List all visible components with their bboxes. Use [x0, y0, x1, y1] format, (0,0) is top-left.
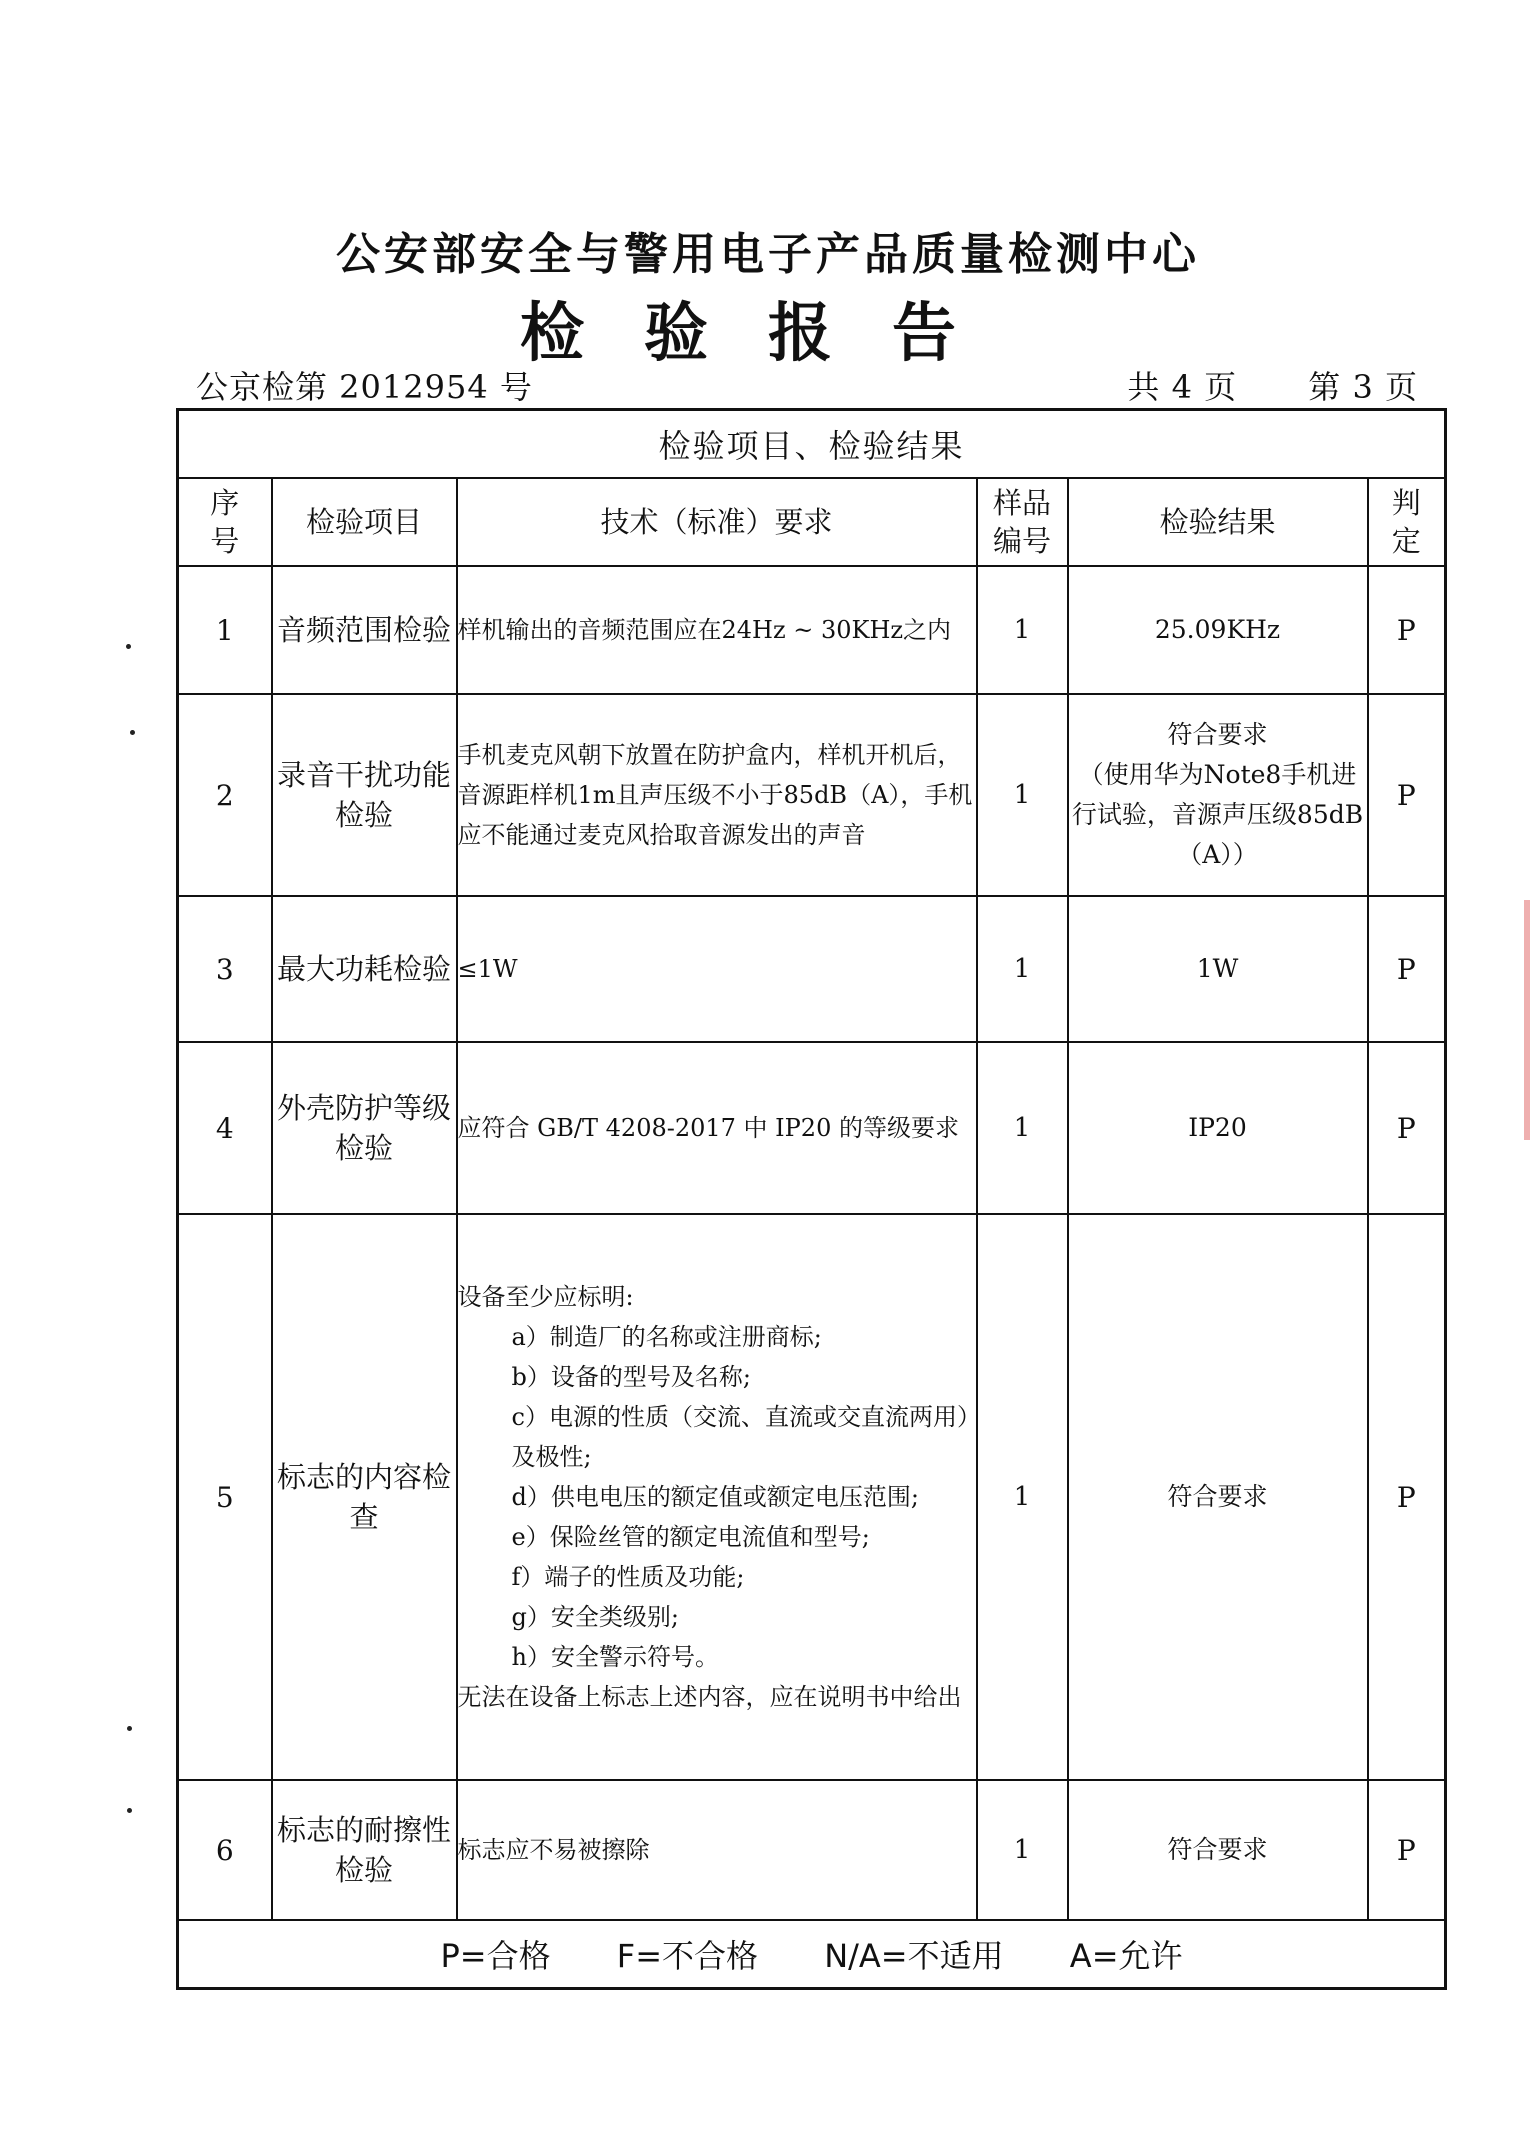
requirement-item: c）电源的性质（交流、直流或交直流两用）及极性; [511, 1403, 969, 1471]
table-row [178, 896, 1446, 1042]
page-total: 共 4 页 [1127, 368, 1238, 406]
org-name: 公安部安全与警用电子产品质量检测中心 [336, 229, 1200, 280]
row-requirement [457, 1214, 977, 1780]
requirement-item: b）设备的型号及名称; [511, 1363, 751, 1391]
scan-speck [126, 644, 131, 649]
row-requirement: 手机麦克风朝下放置在防护盒内，样机开机后，音源距样机1m且声压级不小于85dB（A），手机应不能通过麦克风拾取音源发出的声音 [457, 694, 977, 896]
row-requirement: 标志应不易被擦除 [457, 1780, 977, 1920]
result-note: （使用华为Note8手机进行试验，音源声压级85dB（A）） [1071, 760, 1364, 869]
scan-speck [127, 1726, 132, 1731]
row-sample: 1 [977, 566, 1068, 694]
table-row [178, 566, 1446, 694]
row-requirement: 应符合 GB/T 4208-2017 中 IP20 的等级要求 [457, 1042, 977, 1214]
row-result: 符合要求 [1068, 1214, 1368, 1780]
row-seq: 4 [178, 1042, 272, 1214]
header-requirement: 技术（标准）要求 [457, 478, 977, 566]
requirement-outro: 无法在设备上标志上述内容，应在说明书中给出 [457, 1683, 962, 1711]
table-row [178, 1214, 1446, 1780]
row-item: 标志的耐擦性检验 [272, 1780, 457, 1920]
row-item: 音频范围检验 [272, 566, 457, 694]
requirement-item: g）安全类级别; [511, 1603, 679, 1631]
row-requirement: 样机输出的音频范围应在24Hz ~ 30KHz之内 [457, 566, 977, 694]
doc-title: 检验报告 [520, 296, 1016, 371]
row-judge: P [1368, 1042, 1446, 1214]
header-sample: 样品编号 [977, 478, 1068, 566]
page-current: 第 3 页 [1308, 368, 1418, 406]
row-result [1068, 694, 1368, 896]
row-requirement: ≤1W [457, 896, 977, 1042]
row-seq: 5 [178, 1214, 272, 1780]
header-judge: 判定 [1368, 478, 1446, 566]
row-seq: 1 [178, 566, 272, 694]
page-info [1113, 362, 1418, 408]
table-header-row [178, 478, 1446, 566]
row-result: IP20 [1068, 1042, 1368, 1214]
table-row [178, 1780, 1446, 1920]
row-judge: P [1368, 566, 1446, 694]
row-result: 1W [1068, 896, 1368, 1042]
table-row [178, 694, 1446, 896]
report-number: 公京检第 2012954 号 [196, 368, 533, 406]
row-seq: 3 [178, 896, 272, 1042]
row-sample: 1 [977, 1042, 1068, 1214]
header-result: 检验结果 [1068, 478, 1368, 566]
row-judge: P [1368, 896, 1446, 1042]
legend-fail: F=不合格 [616, 1937, 759, 1975]
row-sample: 1 [977, 694, 1068, 896]
row-item: 最大功耗检验 [272, 896, 457, 1042]
requirement-item: h）安全警示符号。 [511, 1643, 719, 1671]
row-item: 录音干扰功能检验 [272, 694, 457, 896]
legend [178, 1920, 1446, 1989]
row-seq: 6 [178, 1780, 272, 1920]
requirement-intro: 设备至少应标明: [457, 1283, 634, 1311]
legend-row [178, 1920, 1446, 1989]
row-judge: P [1368, 1780, 1446, 1920]
scan-speck [130, 730, 135, 735]
requirement-item: e）保险丝管的额定电流值和型号; [511, 1523, 870, 1551]
row-judge: P [1368, 1214, 1446, 1780]
results-table [176, 408, 1447, 1990]
header-item: 检验项目 [272, 478, 457, 566]
row-result: 25.09KHz [1068, 566, 1368, 694]
table-caption: 检验项目、检验结果 [178, 410, 1446, 479]
legend-na: N/A=不适用 [824, 1937, 1004, 1975]
seal-edge-mark [1524, 900, 1530, 1140]
requirement-item: d）供电电压的额定值或额定电压范围; [511, 1483, 919, 1511]
requirement-item: a）制造厂的名称或注册商标; [511, 1323, 822, 1351]
row-result: 符合要求 [1068, 1780, 1368, 1920]
legend-allow: A=允许 [1069, 1937, 1183, 1975]
result-verdict: 符合要求 [1167, 720, 1268, 749]
requirement-item: f）端子的性质及功能; [511, 1563, 745, 1591]
row-judge: P [1368, 694, 1446, 896]
row-item: 标志的内容检查 [272, 1214, 457, 1780]
row-sample: 1 [977, 1214, 1068, 1780]
table-caption-row [178, 410, 1446, 479]
legend-pass: P=合格 [440, 1937, 551, 1975]
row-item: 外壳防护等级检验 [272, 1042, 457, 1214]
header-seq: 序号 [178, 478, 272, 566]
row-seq: 2 [178, 694, 272, 896]
table-row [178, 1042, 1446, 1214]
scan-speck [127, 1808, 132, 1813]
row-sample: 1 [977, 896, 1068, 1042]
row-sample: 1 [977, 1780, 1068, 1920]
